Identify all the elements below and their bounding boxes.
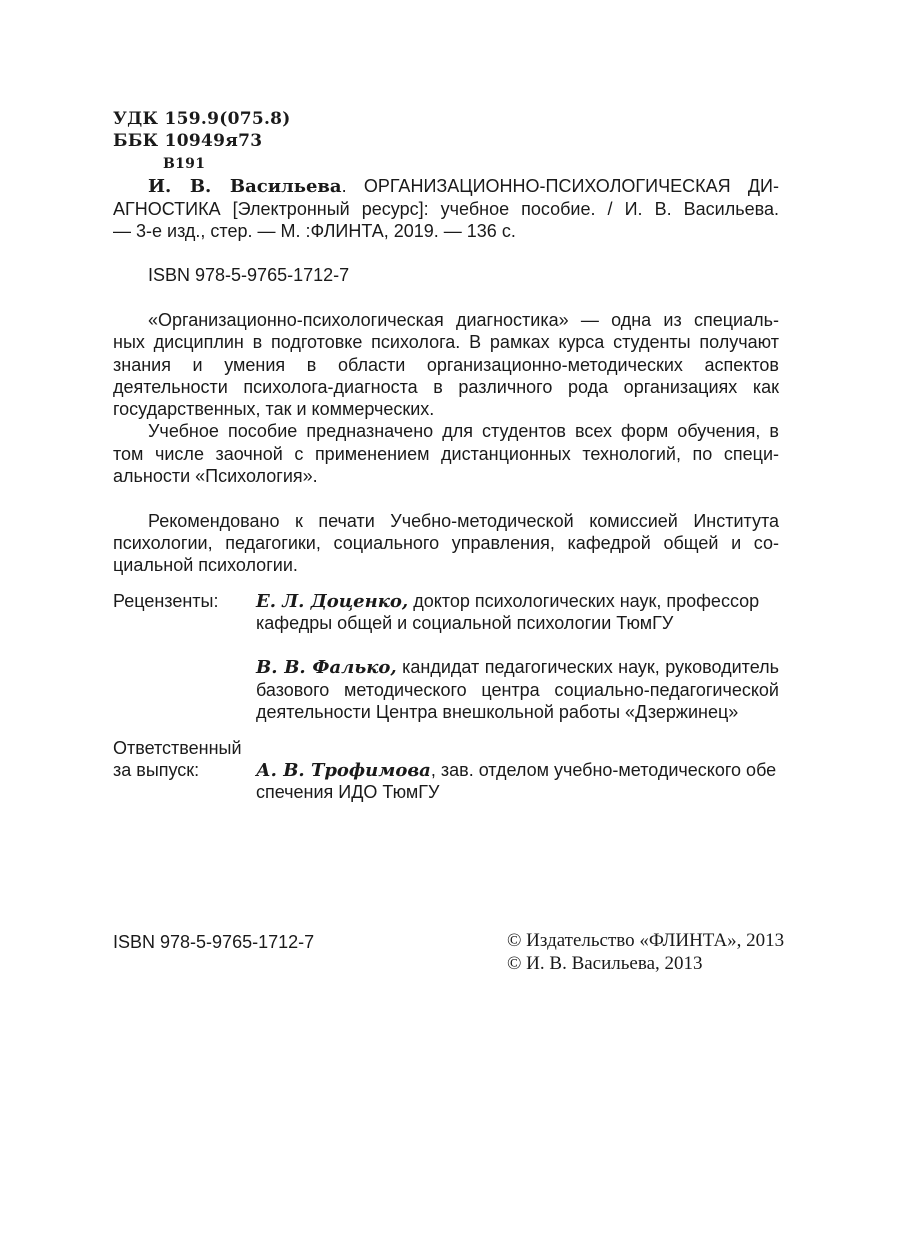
responsible-label-1: Ответственный [113, 738, 242, 758]
abstract-p1-line: знания и умения в области организационно-методических аспектов [113, 355, 779, 375]
responsible-label-2: за выпуск: [113, 760, 200, 780]
isbn-bottom: ISBN 978-5-9765-1712-7 [113, 932, 315, 952]
responsible-name: А. В. Трофимова [256, 760, 431, 781]
reviewer-1-name: Е. Л. Доценко, [256, 591, 409, 612]
abstract-p2-line: Учебное пособие предназначено для студентов всех форм обучения, в [148, 421, 779, 441]
citation-line-3: — 3-е изд., стер. — М. :ФЛИНТА, 2019. — 136 с. [113, 221, 516, 241]
reviewer-2-title: кандидат педагогических наук, руководитель [396, 657, 779, 677]
responsible-title: , зав. отделом учебно-методического обе [430, 760, 777, 780]
reviewer-1-line-1 [256, 590, 759, 613]
abstract-p1-line: ных дисциплин в подготовке психолога. В рамках курса студенты получают [113, 332, 779, 352]
recommendation-line: Рекомендовано к печати Учебно-методической комиссией Института [148, 511, 779, 531]
responsible-line-2: спечения ИДО ТюмГУ [256, 782, 440, 802]
copyright-publisher: © Издательство «ФЛИНТА», 2013 [507, 930, 785, 951]
recommendation-line: психологии, педагогики, социального управления, кафедрой общей и со- [113, 533, 779, 553]
citation-line-1 [148, 175, 779, 198]
reviewers-label: Рецензенты: [113, 591, 219, 611]
abstract-p2-line: том числе заочной с применением дистанционных технологий, по специ- [113, 444, 779, 464]
abstract-p2-line: альности «Психология». [113, 466, 318, 486]
reviewer-1-line-2: кафедры общей и социальной психологии ТюмГУ [256, 613, 674, 633]
bbk-code: ББК 10949я73 [113, 131, 263, 151]
responsible-line-1 [256, 759, 776, 782]
reviewer-2-line-2: базового методического центра социально-педагогической [256, 680, 779, 700]
copyright-author: © И. В. Васильева, 2013 [507, 953, 703, 974]
abstract-p1-line: государственных, так и коммерческих. [113, 399, 435, 419]
abstract-p1-line: «Организационно-психологическая диагностика» — одна из специаль- [148, 310, 779, 330]
recommendation-line: циальной психологии. [113, 555, 298, 575]
citation-line-2: АГНОСТИКА [Электронный ресурс]: учебное пособие. / И. В. Васильева. [113, 199, 779, 219]
author-code: В191 [163, 156, 206, 172]
citation-title-start: . ОРГАНИЗАЦИОННО-ПСИХОЛОГИЧЕСКАЯ ДИ- [341, 176, 779, 196]
reviewer-2-line-1 [256, 656, 779, 679]
isbn-top: ISBN 978-5-9765-1712-7 [148, 265, 350, 285]
reviewer-2-line-3: деятельности Центра внешкольной работы «Дзержинец» [256, 702, 739, 722]
abstract-p1-line: деятельности психолога-диагноста в различного рода организациях как [113, 377, 779, 397]
reviewer-1-title: доктор психологических наук, профессор [408, 591, 760, 611]
citation-author: И. В. Васильева [148, 176, 342, 197]
udk-code: УДК 159.9(075.8) [113, 109, 291, 129]
reviewer-2-name: В. В. Фалько, [256, 657, 397, 678]
